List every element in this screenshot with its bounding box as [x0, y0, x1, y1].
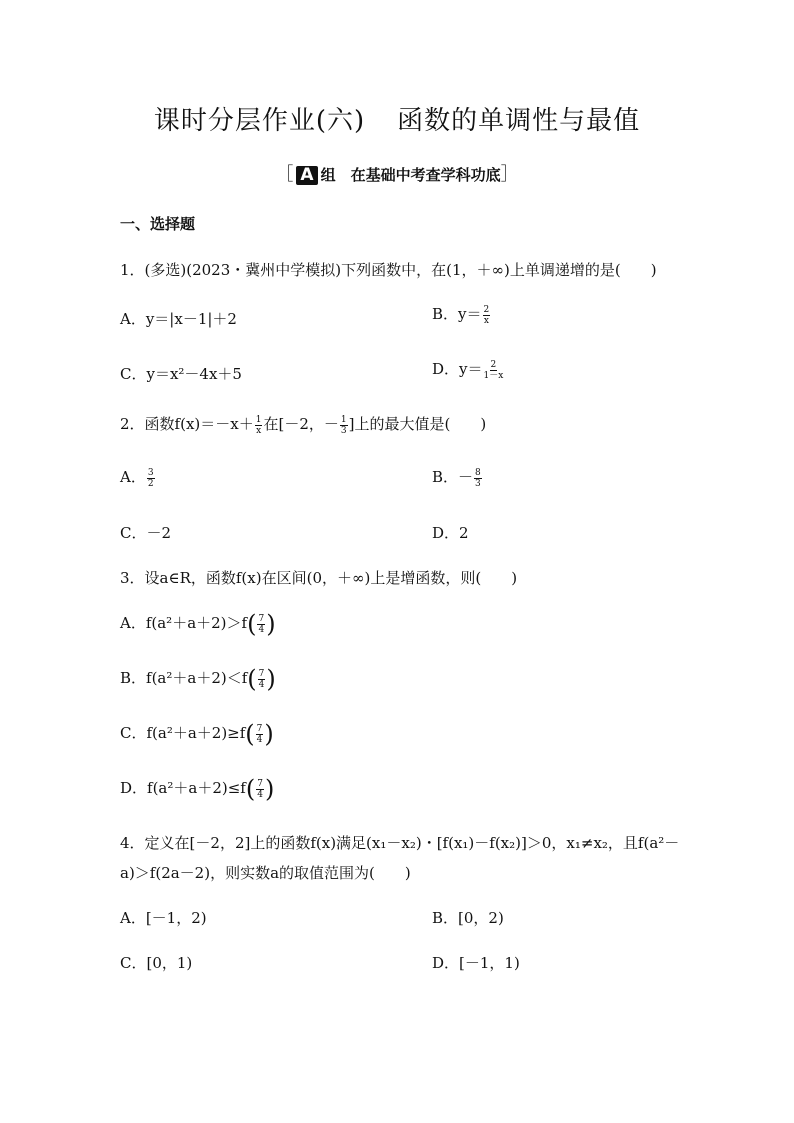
q3-c-num: 7 — [256, 723, 263, 734]
q1-option-b — [432, 303, 491, 326]
q2-a-fraction — [147, 468, 155, 489]
q3-a-prefix: A．f(a²＋a＋2)＞f — [120, 614, 248, 632]
q2-stem — [120, 413, 486, 436]
q3-d-den: 4 — [257, 789, 263, 800]
q1-b-num: 2 — [483, 304, 490, 315]
q3-b-fraction — [258, 669, 266, 690]
q1-stem: 1．(多选)(2023・冀州中学模拟)下列函数中，在(1，＋∞)上单调递增的是( ) — [120, 261, 657, 279]
q3-option-c — [120, 720, 274, 748]
q2-stem-c: ]上的最大值是( ) — [348, 415, 487, 433]
page-title — [0, 100, 794, 137]
q2-f-num: 1 — [255, 414, 262, 425]
title-main: 课时分层作业(六) — [153, 106, 366, 136]
group-header — [0, 160, 794, 186]
group-badge: A — [296, 166, 317, 185]
paren-close: ) — [266, 610, 276, 638]
q4-stem-line1: 4．定义在[－2，2]上的函数f(x)满足(x₁－x₂)・[f(x₁)－f(x₂)]＞0，x₁≠x₂，且f(a²－ — [120, 834, 680, 852]
group-label: 组 在基础中考查学科功底 — [320, 166, 501, 184]
q2-b-den: 3 — [475, 478, 481, 489]
q2-b-fraction — [474, 468, 482, 489]
q4-option-c: C．[0，1) — [120, 954, 193, 972]
q2-stem-b: 在 — [263, 415, 279, 433]
q2-option-c: C．－2 — [120, 524, 172, 542]
q2-f-den: x — [256, 425, 262, 436]
q3-c-prefix: C．f(a²＋a＋2)≥f — [120, 724, 246, 742]
q1-d-den: 1－x — [483, 370, 504, 381]
q1-d-prefix: D．y＝ — [432, 360, 483, 378]
q1-b-prefix: B．y＝ — [432, 305, 482, 323]
q3-c-den: 4 — [256, 734, 263, 745]
paren-open: ( — [245, 720, 255, 748]
q2-b-prefix: B．－ — [432, 468, 474, 486]
bracket-close: ］ — [500, 164, 519, 185]
q2-i-num: 1 — [340, 414, 347, 425]
q2-option-b — [432, 466, 483, 489]
q3-option-b — [120, 665, 276, 693]
paren-open: ( — [247, 610, 257, 638]
q1-b-fraction — [483, 305, 491, 326]
q1-option-a: A．y＝|x－1|＋2 — [120, 310, 237, 328]
q4-option-b: B．[0，2) — [432, 909, 504, 927]
q3-option-a — [120, 610, 276, 638]
section-heading: 一、选择题 — [120, 215, 196, 233]
q3-d-fraction — [256, 779, 264, 800]
q3-a-fraction — [257, 614, 265, 635]
q1-d-num: 2 — [490, 359, 497, 370]
q2-a-den: 2 — [147, 478, 154, 489]
q2-a-num: 3 — [147, 467, 154, 478]
q2-b-num: 8 — [475, 467, 481, 478]
q2-i-den: 3 — [340, 425, 347, 436]
q3-a-num: 7 — [258, 613, 265, 624]
q1-option-d — [432, 358, 504, 381]
q3-d-prefix: D．f(a²＋a＋2)≤f — [120, 779, 246, 797]
q4-option-a: A．[－1，2) — [120, 909, 207, 927]
q4-stem-line2: a)＞f(2a－2)，则实数a的取值范围为( ) — [120, 864, 411, 882]
q1-option-c: C．y＝x²－4x＋5 — [120, 365, 242, 383]
paren-close: ) — [264, 720, 274, 748]
paren-open: ( — [245, 775, 256, 803]
q2-a-prefix: A． — [120, 468, 146, 486]
q2-option-a — [120, 466, 156, 489]
title-topic: 函数的单调性与最值 — [397, 106, 641, 136]
q2-stem-a: 2．函数f(x)＝－x＋ — [120, 415, 254, 433]
q2-i-fraction — [340, 415, 348, 436]
bracket-open: ［ — [275, 164, 294, 185]
q3-b-prefix: B．f(a²＋a＋2)＜f — [120, 669, 248, 687]
q1-b-den: x — [483, 315, 489, 326]
q3-option-d — [120, 775, 274, 803]
q2-interval-a: [－2，－ — [278, 415, 339, 433]
paren-close: ) — [266, 665, 276, 693]
q3-c-fraction — [256, 724, 264, 745]
q3-b-num: 7 — [258, 668, 265, 679]
q3-a-den: 4 — [258, 624, 265, 635]
q4-option-d: D．[－1，1) — [432, 954, 520, 972]
paren-close: ) — [264, 775, 275, 803]
q3-stem: 3．设a∈R，函数f(x)在区间(0，＋∞)上是增函数，则( ) — [120, 569, 518, 587]
q3-d-num: 7 — [257, 778, 263, 789]
paren-open: ( — [247, 665, 257, 693]
q2-option-d: D．2 — [432, 524, 469, 542]
q3-b-den: 4 — [258, 679, 265, 690]
q1-d-fraction — [484, 360, 504, 381]
q2-f-fraction — [255, 415, 263, 436]
